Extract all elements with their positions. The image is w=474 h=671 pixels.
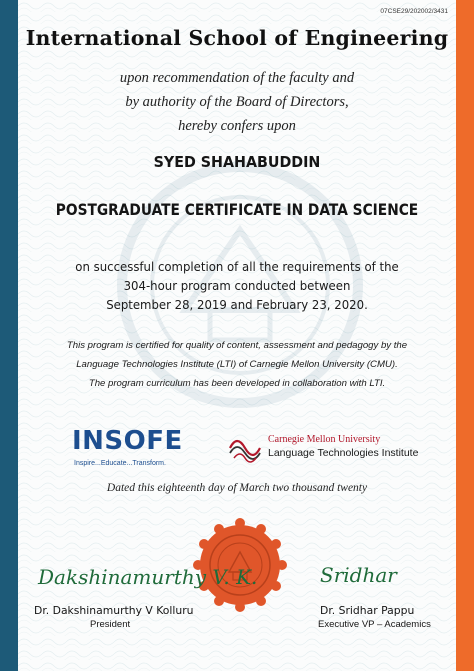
signatory-title-left: President	[90, 619, 131, 630]
svg-text:Sridhar: Sridhar	[320, 563, 397, 587]
signatory-title-right: Executive VP – Academics	[318, 619, 431, 630]
school-name: International School of Engineering	[25, 26, 449, 50]
intro-line-3: hereby confers upon	[178, 118, 296, 134]
completion-line-1: on successful completion of all the requirements of the	[75, 259, 399, 274]
intro-line-2: by authority of the Board of Directors,	[125, 94, 349, 110]
svg-text:Dakshinamurthy V. K.: Dakshinamurthy V. K.	[38, 565, 258, 589]
certification-note-line-2: Language Technologies Institute (LTI) of Carnegie Mellon University (CMU).	[76, 359, 398, 370]
signature-left	[36, 556, 258, 596]
program-title: POSTGRADUATE CERTIFICATE IN DATA SCIENCE	[55, 200, 419, 219]
cmu-institute-name: Language Technologies Institute	[268, 447, 419, 459]
cmu-lti-logo	[228, 432, 428, 466]
cmu-university-name: Carnegie Mellon University	[268, 434, 381, 445]
completion-line-2: 304-hour program conducted between	[123, 278, 351, 293]
dated-line: Dated this eighteenth day of March two thousand twenty	[106, 482, 368, 494]
recipient-name: SYED SHAHABUDDIN	[153, 153, 321, 171]
certificate-number: 07CSE29/202002/3431	[380, 8, 448, 15]
insofe-wordmark: INSOFE	[72, 426, 183, 456]
insofe-logo	[72, 426, 202, 474]
certification-note-line-3: The program curriculum has been developed in collaboration with LTI.	[88, 378, 386, 389]
signatory-name-right: Dr. Sridhar Pappu	[320, 604, 415, 617]
left-border-bar	[0, 0, 18, 671]
signatory-name-left: Dr. Dakshinamurthy V Kolluru	[34, 604, 194, 617]
certification-note-line-1: This program is certified for quality of content, assessment and pedagogy by the	[66, 340, 408, 351]
cmu-waveform-icon	[228, 432, 262, 462]
completion-line-3: September 28, 2019 and February 23, 2020.	[106, 297, 368, 312]
insofe-tagline: Inspire...Educate...Transform.	[74, 460, 166, 467]
intro-line-1: upon recommendation of the faculty and	[119, 70, 355, 86]
right-border-bar	[456, 0, 474, 671]
signature-right	[318, 554, 418, 594]
